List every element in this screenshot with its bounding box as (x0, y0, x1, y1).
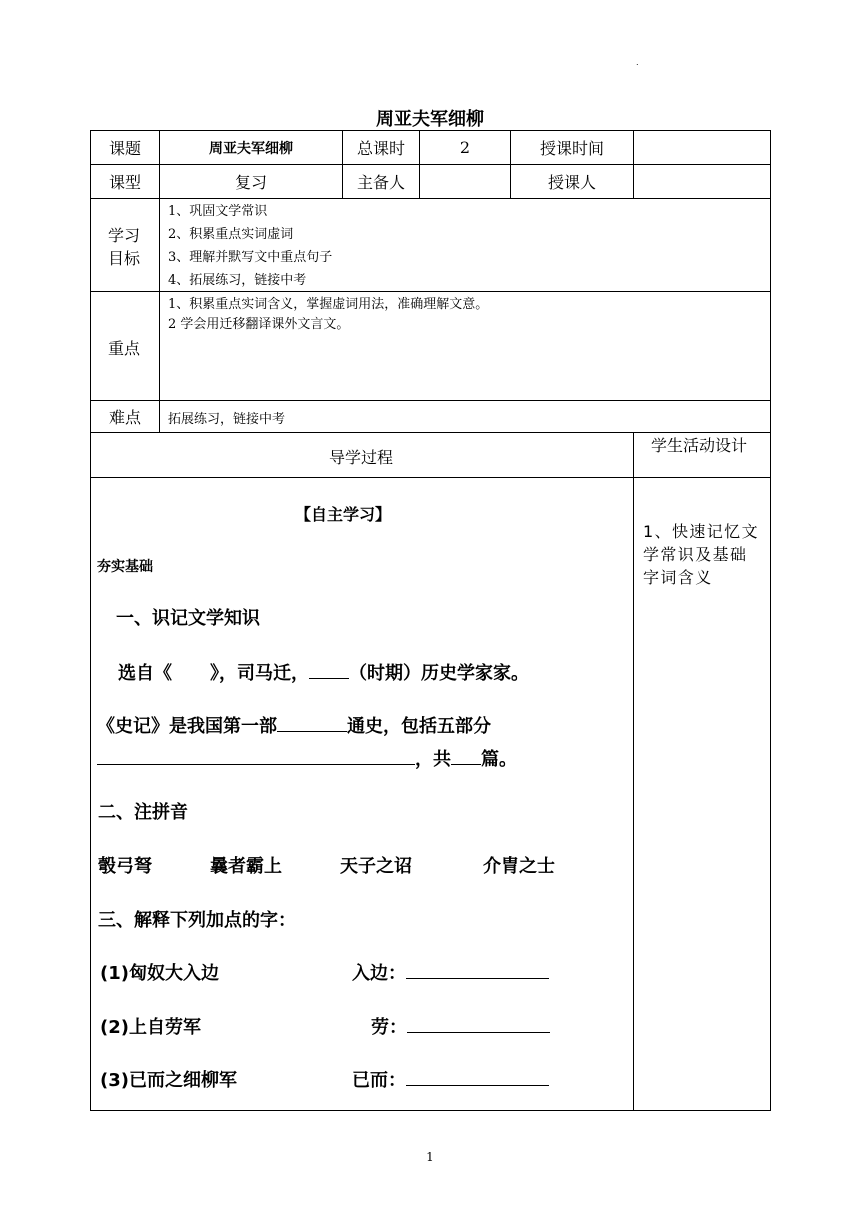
fill-line-1-b: 》，司马迁， (210, 663, 309, 684)
subheading: 夯实基础 (97, 559, 153, 575)
course-type-label: 课型 (108, 173, 141, 192)
teaching-time-value (634, 131, 770, 164)
total-hours-value: 2 (459, 138, 471, 157)
preparer-label: 主备人 (356, 173, 405, 192)
part3-title: 三、解释下列加点的字： (98, 910, 296, 931)
key-point-item: 2 学会用迁移翻译课外文言文。 (168, 317, 350, 332)
pinyin-word: 天子之诏 (340, 856, 412, 877)
blank-five-parts (97, 746, 415, 765)
objectives-list (168, 200, 332, 292)
objectives-label-line1: 学习 (108, 226, 141, 245)
header-mark: . (636, 58, 639, 67)
blank-chapters (451, 746, 481, 765)
key-points-label: 重点 (108, 339, 141, 358)
preparer-value (420, 165, 510, 198)
objective-item: 3、理解并默写文中重点句子 (168, 250, 333, 265)
teacher-label: 授课人 (547, 173, 596, 192)
objectives-label-line2: 目标 (108, 249, 141, 268)
item-term (352, 959, 549, 985)
pinyin-word: 介胄之士 (483, 856, 555, 877)
blank-period (309, 660, 349, 679)
difficulty-label: 难点 (108, 408, 141, 427)
item-sentence: (1)匈奴大入边 (100, 963, 219, 984)
item-sentence: (3)已而之细柳军 (100, 1070, 237, 1091)
key-points-list (168, 295, 488, 335)
activity-note-line: 学常识及基础 (643, 545, 748, 564)
objective-item: 1、巩固文学常识 (168, 204, 268, 219)
course-topic-label: 课题 (108, 139, 141, 158)
objective-item: 4、拓展练习，链接中考 (168, 273, 307, 288)
page-number: 1 (426, 1150, 434, 1164)
item-term-label: 入边： (352, 963, 406, 984)
item-term (371, 1013, 550, 1039)
process-header: 导学过程 (329, 448, 394, 467)
activity-header: 学生活动设计 (651, 436, 748, 455)
fill-line-3-b: 篇。 (481, 749, 517, 770)
fill-line-1-a: 选自《 (118, 663, 172, 684)
activity-note (643, 520, 759, 589)
fill-line-3 (97, 745, 517, 771)
answer-blank (406, 960, 549, 979)
pinyin-word: 彀弓弩 (98, 856, 152, 877)
course-topic-value: 周亚夫军细柳 (209, 140, 293, 157)
blank-history-type (277, 713, 347, 732)
item-term-label: 劳： (371, 1017, 407, 1038)
fill-line-1-c: （时期）历史学家家。 (349, 663, 529, 684)
fill-line-3-a: ，共 (415, 749, 451, 770)
item-term-label: 已而： (352, 1070, 406, 1091)
section-heading: 【自主学习】 (295, 505, 392, 524)
course-type-value: 复习 (234, 173, 267, 192)
activity-note-line: 字词含义 (643, 568, 713, 587)
part2-title: 二、注拼音 (98, 802, 188, 823)
difficulty-value: 拓展练习，链接中考 (168, 412, 286, 427)
item-term (352, 1066, 549, 1092)
fill-line-2-b: 通史，包括五部分 (347, 716, 491, 737)
key-point-item: 1、积累重点实词含义，掌握虚词用法，准确理解文意。 (168, 297, 489, 312)
teacher-value (634, 165, 770, 198)
activity-note-line: 1、快速记忆文 (643, 522, 759, 541)
page-title: 周亚夫军细柳 (376, 109, 484, 130)
pinyin-word: 曩者霸上 (210, 856, 282, 877)
fill-line-1 (118, 659, 529, 685)
part1-title: 一、识记文学知识 (116, 608, 260, 629)
item-sentence: (2)上自劳军 (100, 1017, 201, 1038)
objective-item: 2、积累重点实词虚词 (168, 227, 294, 242)
answer-blank (406, 1067, 549, 1086)
fill-line-2-a: 《史记》是我国第一部 (97, 716, 277, 737)
answer-blank (407, 1014, 550, 1033)
total-hours-label: 总课时 (356, 139, 405, 158)
teaching-time-label: 授课时间 (539, 139, 604, 158)
fill-line-2 (97, 712, 491, 738)
